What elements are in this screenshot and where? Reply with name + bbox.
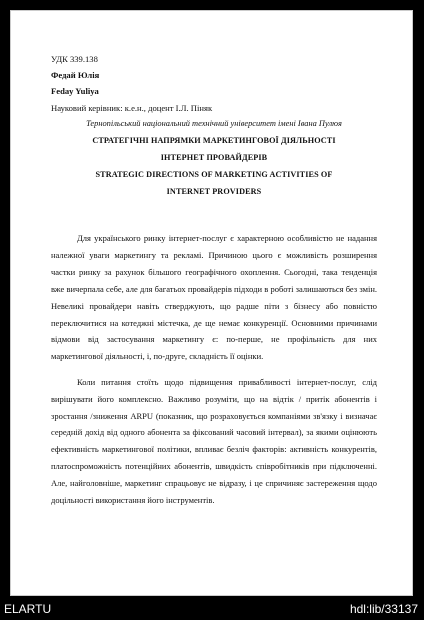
repository-name: ELARTU (4, 602, 52, 616)
university-name: Тернопільський національний технічний університет імені Івана Пулюя (86, 118, 342, 128)
title-ua-line-1: СТРАТЕГІЧНІ НАПРЯМКИ МАРКЕТИНГОВОЇ ДІЯЛЬНОСТІ (92, 136, 336, 146)
supervisor-line: Науковий керівник: к.е.н., доцент І.Л. Піняк (51, 102, 213, 113)
body-paragraph-2: Коли питання стоїть щодо підвищення привабливості інтернет-послуг, слід вирішувати його комплексно. Важливо розуміти, що на відтік / притік абонентів і зростання /зниження ARPU (показник, що розраховується компаніями зв'язку і визначає середній дохід від одного абонента за фіксований часовий інтервал), за якими оцінюють ефективність маркетингової політики, впливає безліч факторів: активність конкурентів, платоспроможність потенційних абонентів, швидкість співробітників при підключенні. Але, найголовніше, маркетинг спрацьовує не відразу, і це спричиняє застереження щодо доцільності використання його інструментів. (51, 376, 377, 506)
title-en-line-2: INTERNET PROVIDERS (166, 187, 262, 197)
handle-id: hdl:lib/33137 (349, 602, 418, 616)
udc-code: УДК 339.138 (51, 54, 98, 64)
document-page (10, 10, 413, 596)
author-name-en: Feday Yuliya (51, 86, 99, 97)
author-name-ua: Федай Юлія (51, 70, 100, 81)
page-content (51, 49, 377, 518)
footer-bar (0, 599, 424, 620)
title-en-line-1: STRATEGIC DIRECTIONS OF MARKETING ACTIVITIES OF (95, 170, 333, 180)
body-paragraph-1: Для українського ринку інтернет-послуг є характерною особливістю не надання належної уваги маркетингу та рекламі. Причиною цього є можливість розширення частки ринку за рахунок більшого географічного охоплення. Сьогодні, така тенденція вже вичерпала себе, але для багатьох провайдерів підходи в роботі залишаються без змін. Невеликі провайдери навіть стверджують, що радше піти з бізнесу або повністю переключитися на котеджні містечка, де ще немає конкуренції. Основними причинами відмови від застосування маркетингу є: по-перше, не профільність для них маркетингової діяльності, і, по-друге, складність її оцінки. (51, 233, 377, 362)
title-ua-line-2: ІНТЕРНЕТ ПРОВАЙДЕРІВ (160, 153, 268, 163)
